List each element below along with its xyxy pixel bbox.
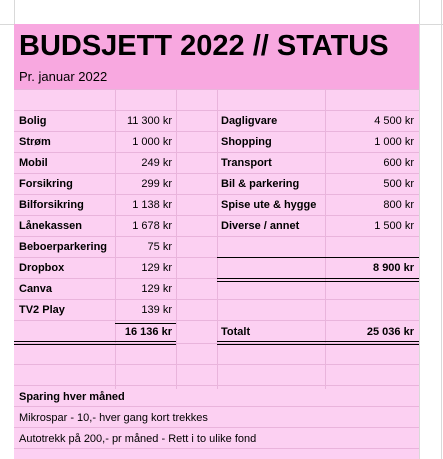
grand-total-label: Totalt: [221, 326, 251, 338]
left_items-label: Lånekassen: [19, 220, 82, 232]
right_items-label: Spise ute & hygge: [221, 199, 317, 211]
savings-heading: Sparing hver måned: [19, 391, 125, 403]
page-title: BUDSJETT 2022 // STATUS: [19, 30, 389, 62]
left-total-rule: [115, 323, 176, 324]
right_items-label: Dagligvare: [221, 115, 278, 127]
right-subtotal-rule: [217, 257, 419, 258]
page-subtitle: Pr. januar 2022: [19, 69, 108, 84]
right_items-amount: 1 000 kr: [374, 136, 414, 148]
right_items-label: Diverse / annet: [221, 220, 300, 232]
grand-total: 25 036 kr: [366, 326, 414, 338]
right_items-amount: 800 kr: [383, 199, 414, 211]
right_items-amount: 1 500 kr: [374, 220, 414, 232]
left_items-label: Mobil: [19, 157, 48, 169]
savings-line: Autotrekk på 200,- pr måned - Rett i to ulike fond: [19, 433, 257, 445]
savings-line: Mikrospar - 10,- hver gang kort trekkes: [19, 412, 208, 424]
left_items-label: TV2 Play: [19, 304, 65, 316]
left_items-amount: 129 kr: [141, 262, 172, 274]
left_items-amount: 299 kr: [141, 178, 172, 190]
left-total: 16 136 kr: [124, 326, 172, 338]
left_items-amount: 249 kr: [141, 157, 172, 169]
left_items-label: Forsikring: [19, 178, 73, 190]
right_items-amount: 600 kr: [383, 157, 414, 169]
right-subtotal-double-rule: [217, 278, 419, 282]
right_items-amount: 500 kr: [383, 178, 414, 190]
right_items-label: Transport: [221, 157, 272, 169]
right_items-amount: 4 500 kr: [374, 115, 414, 127]
right-subtotal: 8 900 kr: [373, 262, 414, 274]
left_items-amount: 129 kr: [141, 283, 172, 295]
left_items-label: Dropbox: [19, 262, 65, 274]
left-total-double-rule: [14, 341, 176, 345]
grand-total-double-rule: [217, 341, 419, 345]
right_items-label: Shopping: [221, 136, 272, 148]
left_items-amount: 1 138 kr: [132, 199, 172, 211]
left_items-amount: 11 300 kr: [126, 115, 172, 127]
left_items-label: Canva: [19, 283, 53, 295]
left_items-amount: 75 kr: [147, 241, 172, 253]
left_items-label: Bilforsikring: [19, 199, 84, 211]
left_items-label: Bolig: [19, 115, 47, 127]
left_items-amount: 1 000 kr: [132, 136, 172, 148]
left_items-amount: 139 kr: [141, 304, 172, 316]
right_items-label: Bil & parkering: [221, 178, 300, 190]
left_items-amount: 1 678 kr: [132, 220, 172, 232]
left_items-label: Strøm: [19, 136, 51, 148]
left_items-label: Beboerparkering: [19, 241, 108, 253]
